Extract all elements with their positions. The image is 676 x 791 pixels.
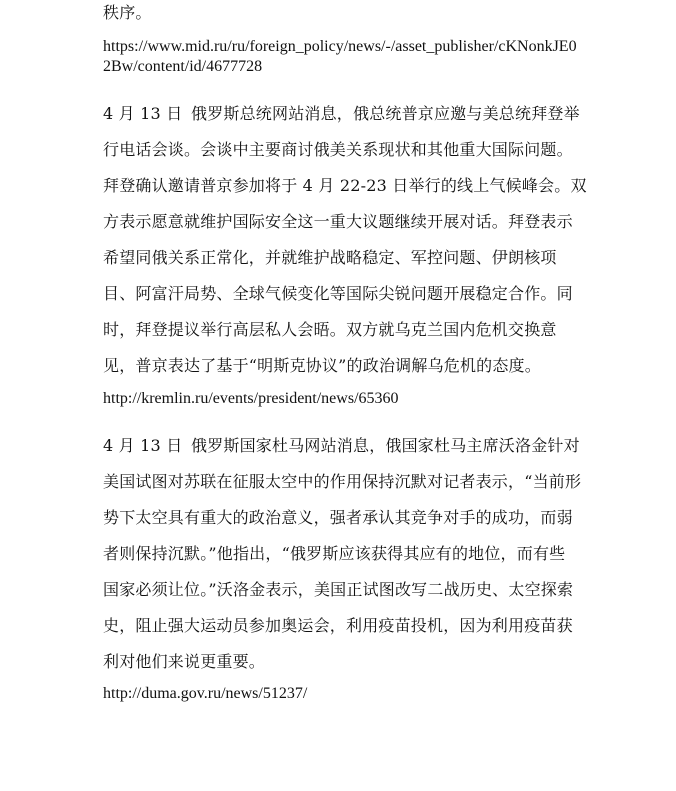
source-url-line-1[interactable]: https://www.mid.ru/ru/foreign_policy/news/-/asset_publisher/cKNonkJE0 xyxy=(103,38,577,55)
entry-2-date: 4 月 13 日 xyxy=(103,436,183,455)
entry-2-text-line: 史，阻止强大运动员参加奥运会，利用疫苗投机，因为利用疫苗获 xyxy=(103,616,573,635)
entry-1-first-text: 俄罗斯总统网站消息，俄总统普京应邀与美总统拜登举 xyxy=(191,104,580,123)
entry-1-text-line: 时，拜登提议举行高层私人会晤。双方就乌克兰国内危机交换意 xyxy=(103,320,557,339)
entry-1-url[interactable]: http://kremlin.ru/events/president/news/65360 xyxy=(103,390,399,407)
entry-1-text-line: 拜登确认邀请普京参加将于 4 月 22-23 日举行的线上气候峰会。双 xyxy=(103,176,587,195)
entry-2-text-line: 美国试图对苏联在征服太空中的作用保持沉默对记者表示，“当前形 xyxy=(103,472,582,491)
entry-2-text-line: 者则保持沉默。”他指出，“俄罗斯应该获得其应有的地位，而有些 xyxy=(103,544,566,563)
entry-1-text-line: 方表示愿意就维护国际安全这一重大议题继续开展对话。拜登表示 xyxy=(103,212,573,231)
entry-1-text-line: 行电话会谈。会谈中主要商讨俄美关系现状和其他重大国际问题。 xyxy=(103,140,573,159)
entry-2-first-text: 俄罗斯国家杜马网站消息，俄国家杜马主席沃洛金针对 xyxy=(191,436,580,455)
entry-1-text-line: 见，普京表达了基于“明斯克协议”的政治调解乌危机的态度。 xyxy=(103,356,541,375)
entry-1-first-line xyxy=(103,104,580,124)
entry-2-text-line: 势下太空具有重大的政治意义，强者承认其竞争对手的成功，而弱 xyxy=(103,508,573,527)
entry-1-date: 4 月 13 日 xyxy=(103,104,183,123)
entry-2-first-line xyxy=(103,436,580,456)
top-fragment: 秩序。 xyxy=(103,3,152,22)
entry-2-text-line: 利对他们来说更重要。 xyxy=(103,652,266,671)
entry-1-text-line: 希望同俄关系正常化，并就维护战略稳定、军控问题、伊朗核项 xyxy=(103,248,557,267)
entry-2-text-line: 国家必须让位。”沃洛金表示，美国正试图改写二战历史、太空探索 xyxy=(103,580,574,599)
entry-2-url[interactable]: http://duma.gov.ru/news/51237/ xyxy=(103,685,308,702)
entry-1-text-line: 目、阿富汗局势、全球气候变化等国际尖锐问题开展稳定合作。同 xyxy=(103,284,573,303)
source-url-line-2[interactable]: 2Bw/content/id/4677728 xyxy=(103,58,263,75)
